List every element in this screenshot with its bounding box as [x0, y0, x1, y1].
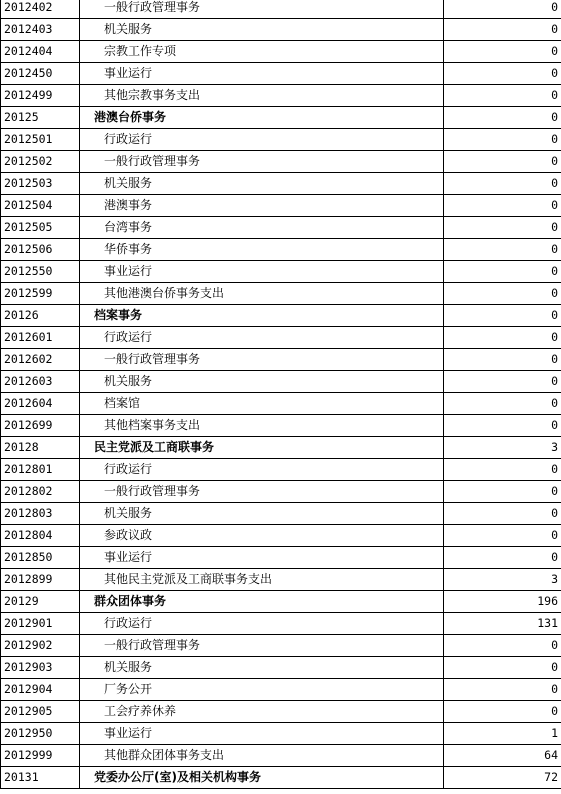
amount-cell: 0 — [444, 657, 561, 679]
subject-name-cell: 华侨事务 — [80, 239, 444, 261]
amount-cell: 1 — [444, 723, 561, 745]
subject-name-cell: 台湾事务 — [80, 217, 444, 239]
table-row — [1, 63, 561, 85]
subject-name-cell: 民主党派及工商联事务 — [80, 437, 444, 459]
table-row — [1, 569, 561, 591]
subject-name-cell: 一般行政管理事务 — [80, 0, 444, 19]
amount-cell: 0 — [444, 41, 561, 63]
subject-name-cell: 事业运行 — [80, 261, 444, 283]
subject-code-cell: 2012803 — [1, 503, 80, 525]
amount-cell: 0 — [444, 635, 561, 657]
category-row — [1, 767, 561, 789]
subject-name-cell: 事业运行 — [80, 547, 444, 569]
subject-code-cell: 2012999 — [1, 745, 80, 767]
amount-cell: 0 — [444, 85, 561, 107]
amount-cell: 64 — [444, 745, 561, 767]
subject-name-cell: 其他档案事务支出 — [80, 415, 444, 437]
subject-name-cell: 宗教工作专项 — [80, 41, 444, 63]
subject-name-cell: 一般行政管理事务 — [80, 349, 444, 371]
subject-code-cell: 2012903 — [1, 657, 80, 679]
amount-cell: 0 — [444, 393, 561, 415]
subject-code-cell: 20125 — [1, 107, 80, 129]
subject-code-cell: 20131 — [1, 767, 80, 789]
table-row — [1, 745, 561, 767]
subject-code-cell: 2012899 — [1, 569, 80, 591]
subject-code-cell: 2012901 — [1, 613, 80, 635]
amount-cell: 131 — [444, 613, 561, 635]
amount-cell: 0 — [444, 261, 561, 283]
subject-code-cell: 2012603 — [1, 371, 80, 393]
amount-cell: 3 — [444, 569, 561, 591]
amount-cell: 0 — [444, 327, 561, 349]
amount-cell: 0 — [444, 63, 561, 85]
table-row — [1, 525, 561, 547]
table-row — [1, 503, 561, 525]
subject-name-cell: 档案馆 — [80, 393, 444, 415]
subject-name-cell: 港澳事务 — [80, 195, 444, 217]
amount-cell: 0 — [444, 371, 561, 393]
subject-code-cell: 2012950 — [1, 723, 80, 745]
table-row — [1, 129, 561, 151]
subject-code-cell: 2012501 — [1, 129, 80, 151]
table-row — [1, 657, 561, 679]
table-row — [1, 327, 561, 349]
subject-name-cell: 一般行政管理事务 — [80, 481, 444, 503]
subject-code-cell: 2012801 — [1, 459, 80, 481]
subject-name-cell: 事业运行 — [80, 723, 444, 745]
subject-name-cell: 其他宗教事务支出 — [80, 85, 444, 107]
amount-cell: 72 — [444, 767, 561, 789]
subject-name-cell: 机关服务 — [80, 371, 444, 393]
table-row — [1, 613, 561, 635]
amount-cell: 0 — [444, 679, 561, 701]
subject-name-cell: 群众团体事务 — [80, 591, 444, 613]
amount-cell: 0 — [444, 305, 561, 327]
table-row — [1, 723, 561, 745]
amount-cell: 0 — [444, 19, 561, 41]
table-row — [1, 261, 561, 283]
subject-code-cell: 2012602 — [1, 349, 80, 371]
table-row — [1, 459, 561, 481]
table-row — [1, 283, 561, 305]
amount-cell: 0 — [444, 0, 561, 19]
subject-name-cell: 港澳台侨事务 — [80, 107, 444, 129]
table-row — [1, 393, 561, 415]
subject-name-cell: 党委办公厅(室)及相关机构事务 — [80, 767, 444, 789]
table-row — [1, 239, 561, 261]
subject-code-cell: 2012802 — [1, 481, 80, 503]
subject-name-cell: 其他民主党派及工商联事务支出 — [80, 569, 444, 591]
amount-cell: 0 — [444, 195, 561, 217]
category-row — [1, 591, 561, 613]
subject-code-cell: 2012604 — [1, 393, 80, 415]
subject-code-cell: 2012601 — [1, 327, 80, 349]
subject-name-cell: 参政议政 — [80, 525, 444, 547]
subject-code-cell: 2012506 — [1, 239, 80, 261]
subject-code-cell: 2012599 — [1, 283, 80, 305]
subject-code-cell: 2012804 — [1, 525, 80, 547]
amount-cell: 196 — [444, 591, 561, 613]
table-row — [1, 173, 561, 195]
subject-code-cell: 2012904 — [1, 679, 80, 701]
subject-name-cell: 机关服务 — [80, 19, 444, 41]
subject-name-cell: 机关服务 — [80, 503, 444, 525]
table-row — [1, 679, 561, 701]
subject-code-cell: 2012905 — [1, 701, 80, 723]
table-row — [1, 481, 561, 503]
subject-name-cell: 一般行政管理事务 — [80, 151, 444, 173]
amount-cell: 0 — [444, 151, 561, 173]
subject-code-cell: 2012850 — [1, 547, 80, 569]
category-row — [1, 107, 561, 129]
amount-cell: 0 — [444, 525, 561, 547]
table-row — [1, 19, 561, 41]
table-row — [1, 701, 561, 723]
subject-code-cell: 2012503 — [1, 173, 80, 195]
amount-cell: 0 — [444, 129, 561, 151]
subject-code-cell: 2012699 — [1, 415, 80, 437]
amount-cell: 0 — [444, 701, 561, 723]
amount-cell: 0 — [444, 459, 561, 481]
subject-code-cell: 20128 — [1, 437, 80, 459]
amount-cell: 0 — [444, 217, 561, 239]
table-row — [1, 195, 561, 217]
subject-name-cell: 行政运行 — [80, 613, 444, 635]
subject-name-cell: 其他群众团体事务支出 — [80, 745, 444, 767]
subject-name-cell: 事业运行 — [80, 63, 444, 85]
subject-name-cell: 一般行政管理事务 — [80, 635, 444, 657]
table-row — [1, 151, 561, 173]
table-row — [1, 85, 561, 107]
subject-code-cell: 2012402 — [1, 0, 80, 19]
subject-code-cell: 2012403 — [1, 19, 80, 41]
subject-name-cell: 行政运行 — [80, 129, 444, 151]
amount-cell: 0 — [444, 547, 561, 569]
table-row — [1, 0, 561, 19]
subject-code-cell: 2012550 — [1, 261, 80, 283]
table-row — [1, 547, 561, 569]
category-row — [1, 305, 561, 327]
subject-code-cell: 2012404 — [1, 41, 80, 63]
table-row — [1, 415, 561, 437]
amount-cell: 0 — [444, 503, 561, 525]
table-row — [1, 217, 561, 239]
subject-name-cell: 厂务公开 — [80, 679, 444, 701]
subject-name-cell: 行政运行 — [80, 327, 444, 349]
table-row — [1, 635, 561, 657]
subject-code-cell: 2012502 — [1, 151, 80, 173]
subject-code-cell: 20126 — [1, 305, 80, 327]
amount-cell: 0 — [444, 107, 561, 129]
subject-name-cell: 工会疗养休养 — [80, 701, 444, 723]
table-row — [1, 349, 561, 371]
amount-cell: 0 — [444, 349, 561, 371]
subject-name-cell: 机关服务 — [80, 657, 444, 679]
subject-code-cell: 2012504 — [1, 195, 80, 217]
amount-cell: 3 — [444, 437, 561, 459]
amount-cell: 0 — [444, 173, 561, 195]
subject-name-cell: 其他港澳台侨事务支出 — [80, 283, 444, 305]
subject-code-cell: 2012450 — [1, 63, 80, 85]
subject-name-cell: 行政运行 — [80, 459, 444, 481]
subject-code-cell: 2012499 — [1, 85, 80, 107]
subject-name-cell: 档案事务 — [80, 305, 444, 327]
table-row — [1, 41, 561, 63]
table-body — [1, 0, 561, 789]
subject-code-cell: 2012902 — [1, 635, 80, 657]
amount-cell: 0 — [444, 481, 561, 503]
amount-cell: 0 — [444, 283, 561, 305]
category-row — [1, 437, 561, 459]
amount-cell: 0 — [444, 239, 561, 261]
subject-name-cell: 机关服务 — [80, 173, 444, 195]
amount-cell: 0 — [444, 415, 561, 437]
table-row — [1, 371, 561, 393]
subject-code-cell: 2012505 — [1, 217, 80, 239]
subject-code-cell: 20129 — [1, 591, 80, 613]
